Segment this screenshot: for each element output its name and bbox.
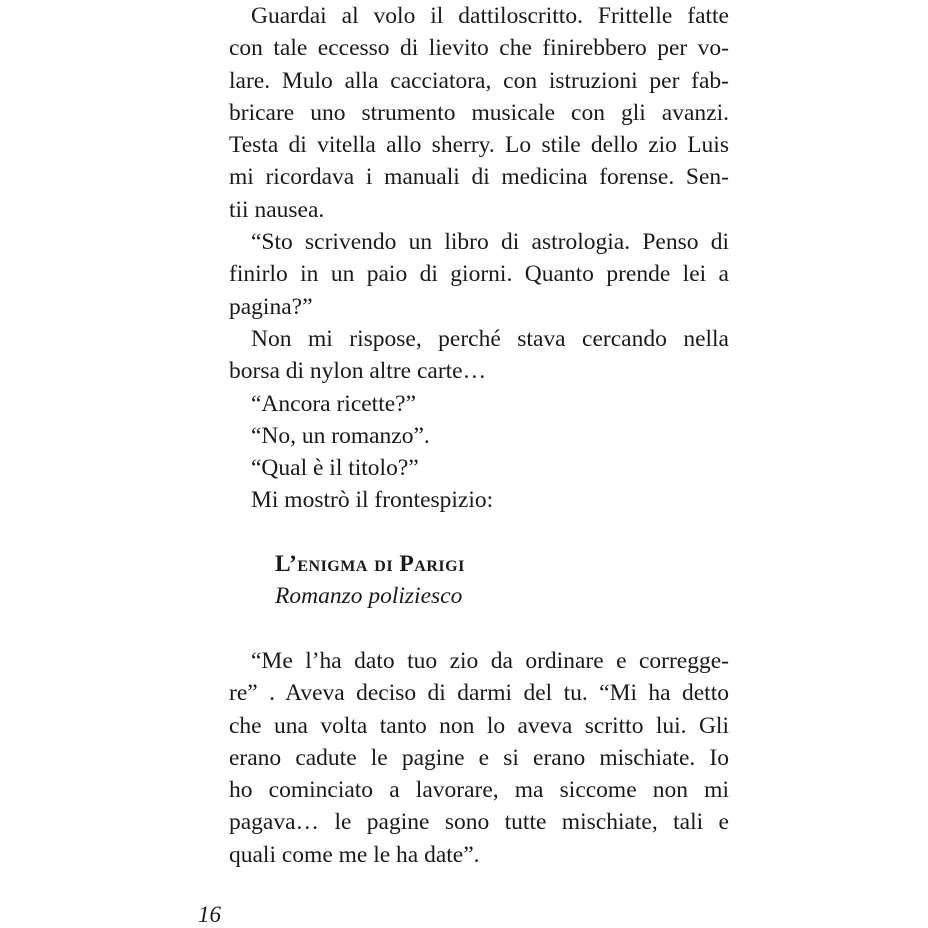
text-line: Mi mostrò il frontespizio: xyxy=(251,487,494,514)
book-subtitle: Romanzo poliziesco xyxy=(275,583,463,610)
text-line: “No, un romanzo”. xyxy=(251,422,430,449)
text-line: pagina?” xyxy=(229,293,313,320)
text-line: “Sto scrivendo un libro di astrologia. Penso di xyxy=(251,229,729,256)
page-number: 16 xyxy=(198,902,221,927)
text-line: “Me l’ha dato tuo zio da ordinare e corregge- xyxy=(251,648,729,674)
book-frontispiece xyxy=(275,548,465,613)
book-title: L’enigma di Parigi xyxy=(275,551,465,577)
text-line: borsa di nylon altre carte… xyxy=(229,358,487,385)
text-line: “Qual è il titolo?” xyxy=(251,455,419,482)
body-text-lower xyxy=(229,645,729,871)
text-line: bricare uno strumento musicale con gli avanzi. xyxy=(229,99,729,126)
text-line: mi ricordava i manuali di medicina forense. Sen- xyxy=(229,164,729,191)
text-line: Non mi rispose, perché stava cercando nella xyxy=(251,325,729,352)
text-line: re” . Aveva deciso di darmi del tu. “Mi ha detto xyxy=(229,680,729,707)
text-line: finirlo in un paio di giorni. Quanto prende lei a xyxy=(229,261,729,288)
body-text-upper xyxy=(229,0,729,517)
text-line: quali come me le ha date”. xyxy=(229,841,480,868)
text-line: lare. Mulo alla cacciatora, con istruzioni per fab- xyxy=(229,67,729,94)
text-line: “Ancora ricette?” xyxy=(251,390,417,417)
text-line: Testa di vitella allo sherry. Lo stile dello zio Luis xyxy=(229,132,729,159)
text-line: erano cadute le pagine e si erano mischiate. Io xyxy=(229,744,729,771)
text-line: Guardai al volo il dattiloscritto. Frittelle fatte xyxy=(251,3,729,29)
text-line: ho cominciato a lavorare, ma siccome non mi xyxy=(229,777,729,804)
text-line: pagava… le pagine sono tutte mischiate, tali e xyxy=(229,809,729,836)
text-line: con tale eccesso di lievito che finirebbero per vo- xyxy=(229,35,729,62)
text-line: tii nausea. xyxy=(229,196,325,223)
text-line: che una volta tanto non lo aveva scritto lui. Gli xyxy=(229,712,729,739)
